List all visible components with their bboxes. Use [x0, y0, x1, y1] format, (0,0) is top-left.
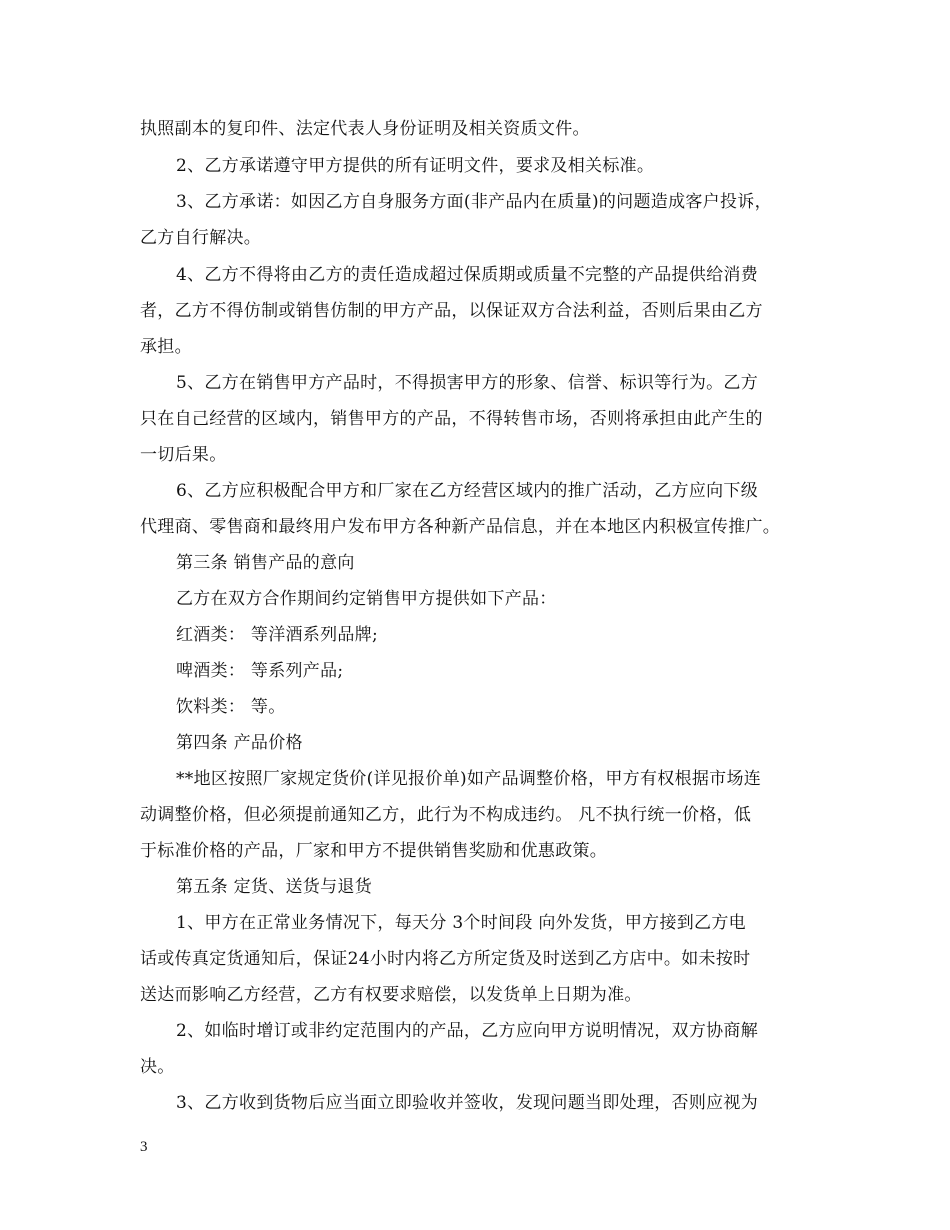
section-heading: 第五条 定货、送货与退货 [176, 877, 373, 897]
text-line: 送达而影响乙方经营，乙方有权要求赔偿，以发货单上日期为准。 [140, 985, 642, 1005]
text-line: 乙方在双方合作期间约定销售甲方提供如下产品： [176, 589, 557, 609]
text-line: 只在自己经营的区域内，销售甲方的产品，不得转售市场，否则将承担由此产生的 [140, 409, 763, 429]
text-line: 一切后果。 [140, 445, 227, 465]
text-line: 执照副本的复印件、法定代表人身份证明及相关资质文件。 [140, 119, 590, 139]
text-line: 3、乙方收到货物后应当面立即验收并签收，发现问题当即处理，否则应视为 [176, 1093, 759, 1113]
section-heading: 第三条 销售产品的意向 [176, 553, 355, 573]
text-line: 2、乙方承诺遵守甲方提供的所有证明文件，要求及相关标准。 [176, 156, 655, 176]
text-line: 于标准价格的产品，厂家和甲方不提供销售奖励和优惠政策。 [140, 841, 608, 861]
text-line: 1、甲方在正常业务情况下，每天分 3个时间段 向外发货，甲方接到乙方电 [176, 913, 746, 933]
text-line: 动调整价格，但必须提前通知乙方，此行为不构成违约。 凡不执行统一价格，低 [140, 805, 752, 825]
text-line: 5、乙方在销售甲方产品时，不得损害甲方的形象、信誉、标识等行为。乙方 [176, 373, 759, 393]
text-line: 承担。 [140, 337, 192, 357]
text-line: 话或传真定货通知后，保证24小时内将乙方所定货及时送到乙方店中。如未按时 [140, 949, 751, 969]
text-line: 3、乙方承诺：如因乙方自身服务方面(非产品内在质量)的问题造成客户投诉， [176, 192, 772, 212]
section-heading: 第四条 产品价格 [176, 733, 303, 753]
text-line: 乙方自行解决。 [140, 228, 262, 248]
text-line: 红酒类： 等洋酒系列品牌; [176, 625, 379, 645]
text-line: **地区按照厂家规定货价(详见报价单)如产品调整价格，甲方有权根据市场连 [176, 769, 762, 789]
page-number: 3 [140, 1139, 148, 1155]
text-line: 4、乙方不得将由乙方的责任造成超过保质期或质量不完整的产品提供给消费 [176, 265, 759, 285]
text-line: 饮料类： 等。 [176, 697, 286, 717]
text-line: 代理商、零售商和最终用户发布甲方各种新产品信息，并在本地区内积极宣传推广。 [140, 517, 781, 537]
text-line: 决。 [140, 1057, 175, 1077]
text-line: 啤酒类： 等系列产品; [176, 661, 344, 681]
text-line: 6、乙方应积极配合甲方和厂家在乙方经营区域内的推广活动，乙方应向下级 [176, 481, 759, 501]
text-line: 者，乙方不得仿制或销售仿制的甲方产品，以保证双方合法利益，否则后果由乙方 [140, 301, 763, 321]
text-line: 2、如临时增订或非约定范围内的产品，乙方应向甲方说明情况，双方协商解 [176, 1021, 759, 1041]
